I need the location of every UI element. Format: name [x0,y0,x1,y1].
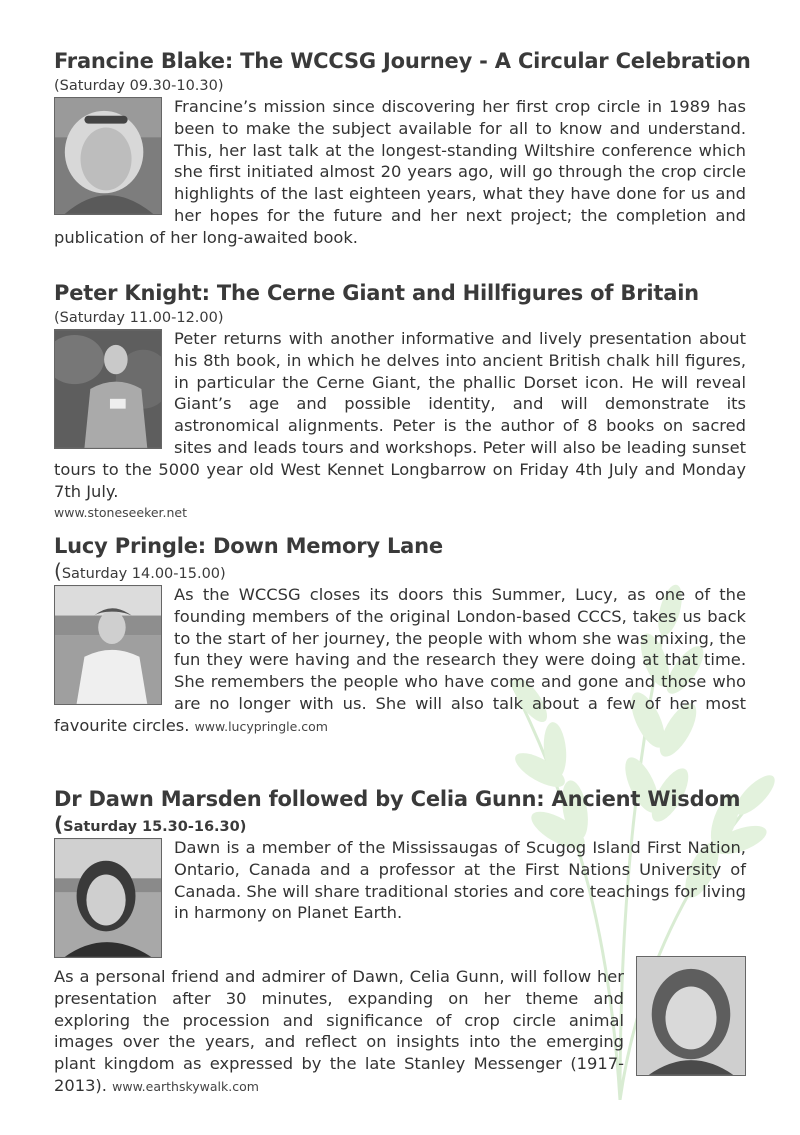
talk-time-paren: ( [54,812,64,836]
speaker-website[interactable]: www.lucypringle.com [194,718,328,734]
talk-title: Francine Blake: The WCCSG Journey - A Circular Celebration [54,49,751,73]
talk-peter-knight [54,280,746,520]
talk-title: Peter Knight: The Cerne Giant and Hillfigures of Britain [54,281,699,305]
talk-description-text: Peter returns with another informative and lively presentation about his 8th book, in which he delves into ancient British chalk hill figures, in particular the Cerne Giant, the phallic Dorset icon. He will reveal Giant’s age and possible identity, and will demonstrate its astronomical alignments. Peter is the author of 8 books on sacred sites and leads tours and workshops. Peter will also be leading sunset tours to the 5000 year old West Kennet Longbarrow on Friday 4th July and Monday 7th July. [54,329,746,501]
speaker-photo [54,585,162,705]
talk-time [54,814,746,837]
talk-description: Dawn is a member of the Mississaugas of Scugog Island First Nation, Ontario, Canada and a professor at the First Nations University of Canada. She will share traditional stories and core teachings for living in harmony on Planet Earth. [174,838,746,923]
talk-time: (Saturday 11.00-12.00) [54,310,224,326]
speaker-photo-celia [636,956,746,1076]
talk-title: Dr Dawn Marsden followed by Celia Gunn: Ancient Wisdom [54,787,741,811]
talk-time [54,561,746,584]
talk-description: Francine’s mission since discovering her first crop circle in 1989 has been to make the subject available for all to know and understand. This, her last talk at the longest-standing Wiltshire conference which she first initiated almost 20 years ago, will go through the crop circle highlights of the last eighteen years, what they have done for us and her hopes for the future and her next project; the completion and publication of her long-awaited book. [54,97,746,247]
talk-lucy-pringle [54,533,746,738]
talk-time: (Saturday 09.30-10.30) [54,78,224,94]
talk-dawn-marsden-celia-gunn [54,786,746,1098]
talk-time-text: Saturday 14.00-15.00) [61,566,226,582]
talk-description-text: As the WCCSG closes its doors this Summer, Lucy, as one of the founding members of the original London-based CCCS, takes us back to the start of her journey, the people with whom she was mixing, the fun they were having and the research they were doing at that time. She remembers the people who have come and gone and those who are no longer with us. She will also talk about a few of her most favourite circles. [54,585,746,735]
speaker-photo-dawn [54,838,162,958]
talk-time-text: Saturday 15.30-16.30) [63,819,247,835]
talk-time-paren: ( [54,559,62,583]
speaker-website[interactable]: www.stoneseeker.net [54,505,188,521]
speaker-website[interactable]: www.earthskywalk.com [112,1078,259,1094]
talk-description-2-text: As a personal friend and admirer of Dawn, Celia Gunn, will follow her presentation after 30 minutes, expanding on her theme and exploring the procession and significance of crop circle animal images over the years, and reflect on insights into the emerging plant kingdom as expressed by the late Stanley Messenger (1917-2013). [54,967,624,1095]
talk-francine-blake [54,48,751,249]
speaker-photo [54,97,162,215]
speaker-photo [54,329,162,449]
talk-title: Lucy Pringle: Down Memory Lane [54,534,443,558]
